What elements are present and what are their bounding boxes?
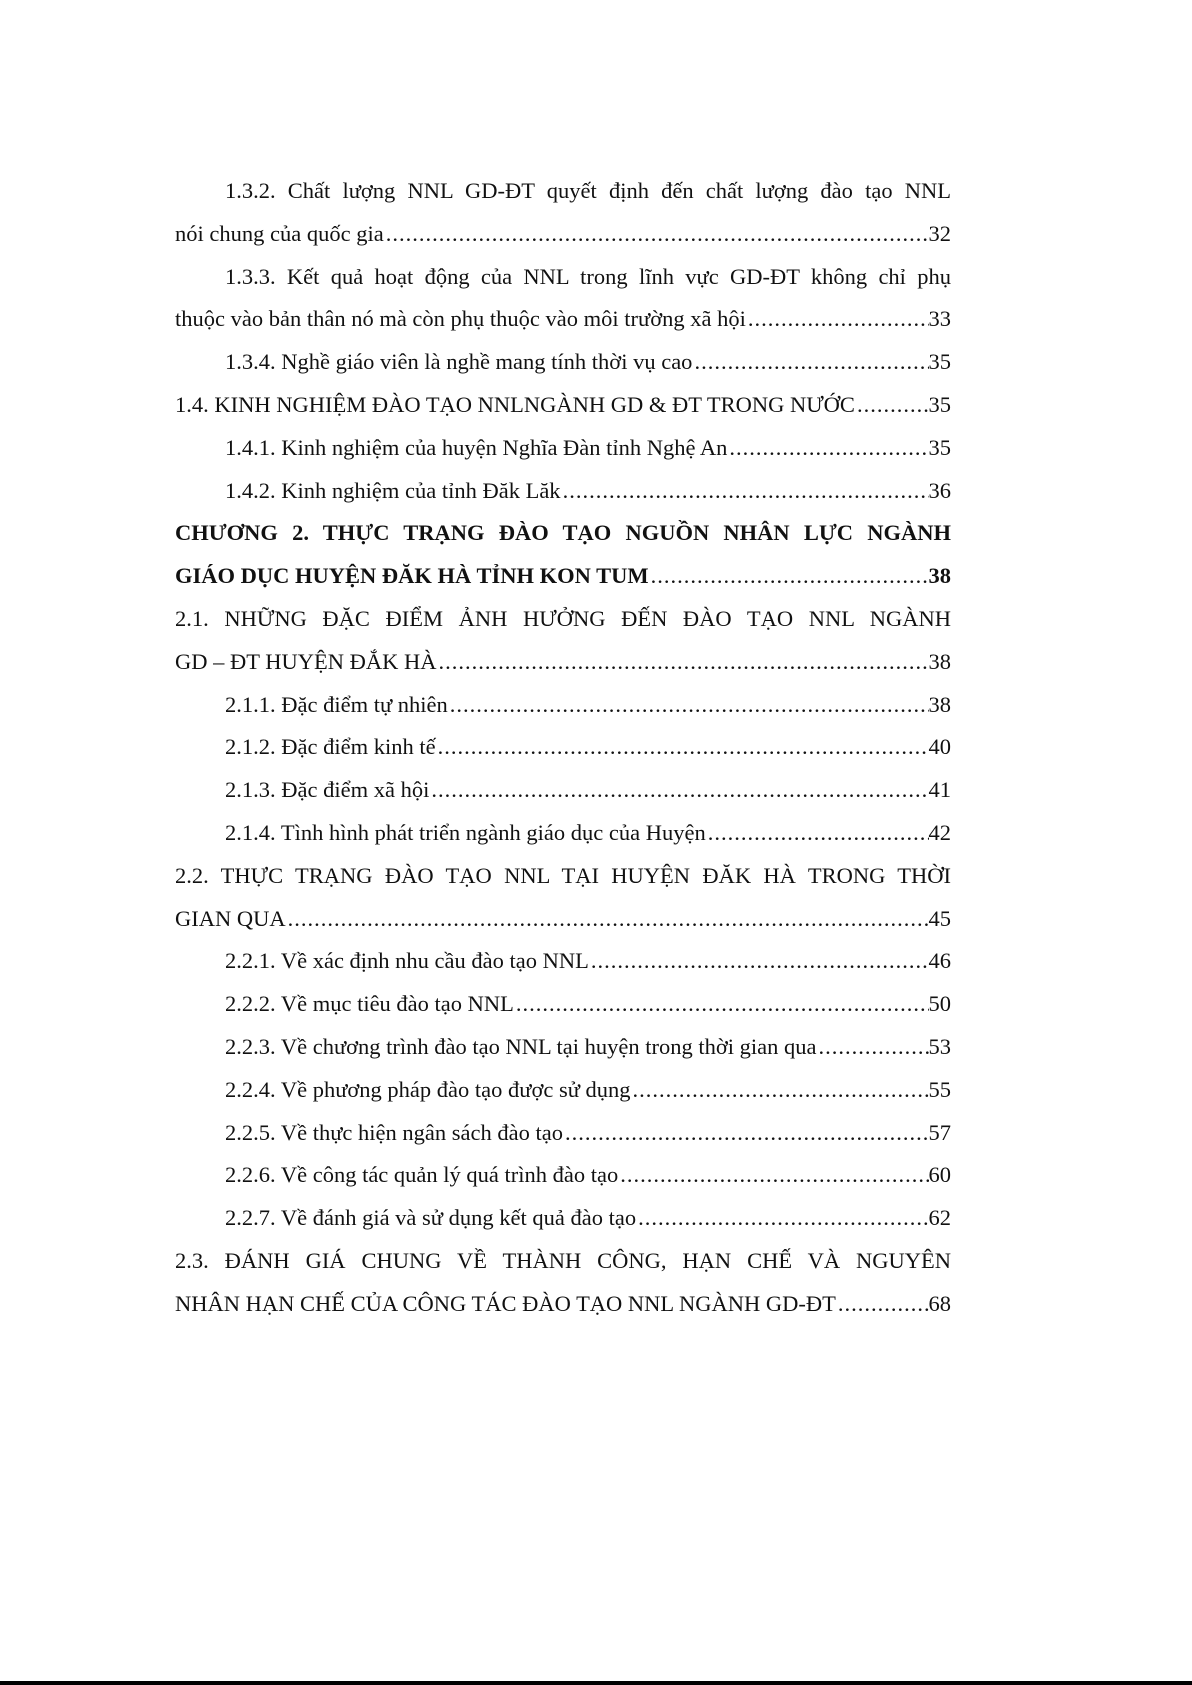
toc-entry-1-3-4[interactable] [175,341,951,384]
toc-entry-2-1-3[interactable] [175,769,951,812]
toc-page-number: 33 [928,306,951,332]
toc-page-number: 55 [928,1076,951,1102]
toc-entry-2-1-4[interactable] [175,812,951,855]
toc-entry-2-3-line2[interactable] [175,1283,951,1326]
toc-leader-dots [836,1283,929,1326]
toc-entry-2-2-5[interactable] [175,1112,951,1155]
toc-page-number: 50 [928,991,951,1017]
toc-entry-label: 2.2.7. Về đánh giá và sử dụng kết quả đào tạo [225,1205,637,1231]
toc-entry-label: 2.2.3. Về chương trình đào tạo NNL tại huyện trong thời gian qua [225,1033,817,1059]
toc-page-number: 38 [928,648,951,674]
toc-entry-2-2-3[interactable] [175,1026,951,1069]
toc-entry-label: GIÁO DỤC HUYỆN ĐĂK HÀ TỈNH KON TUM [175,563,649,589]
toc-page-number: 41 [928,777,951,803]
toc-leader-dots [649,555,929,598]
toc-entry-2-2-line2[interactable] [175,898,951,941]
toc-entry-label: 2.2.5. Về thực hiện ngân sách đào tạo [225,1119,563,1145]
toc-page-number: 35 [928,391,951,417]
toc-leader-dots [448,684,929,727]
toc-entry-1-3-3-line2[interactable] [175,298,951,341]
toc-entry-label: NHÂN HẠN CHẾ CỦA CÔNG TÁC ĐÀO TẠO NNL NGÀNH GD-ĐT [175,1290,836,1316]
toc-chapter-2-line2[interactable] [175,555,951,598]
toc-entry-label: 1.4. KINH NGHIỆM ĐÀO TẠO NNLNGÀNH GD & ĐT TRONG NƯỚC [175,391,855,417]
toc-entry-2-2-4[interactable] [175,1069,951,1112]
toc-page-number: 68 [928,1290,951,1316]
toc-entry-label: nói chung của quốc gia [175,220,384,246]
toc-entry-label: 1.3.4. Nghề giáo viên là nghề mang tính thời vụ cao [225,349,693,375]
toc-entry-label: 2.1.3. Đặc điểm xã hội [225,777,430,803]
toc-leader-dots [636,1197,928,1240]
toc-entry-label: 2.2.6. Về công tác quản lý quá trình đào tạo [225,1162,619,1188]
toc-page-number: 35 [928,434,951,460]
toc-page-number: 53 [928,1033,951,1059]
toc-page-number: 45 [928,905,951,931]
toc-entry-2-1-line1: 2.1. NHỮNG ĐẶC ĐIỂM ẢNH HƯỞNG ĐẾN ĐÀO TẠO NNL NGÀNH [175,605,951,631]
toc-page-number: 42 [928,819,951,845]
toc-page-number: 32 [928,220,951,246]
toc-entry-label: 2.1.4. Tình hình phát triển ngành giáo dục của Huyện [225,819,706,845]
toc-leader-dots [384,213,929,256]
toc-page-number: 38 [928,691,951,717]
toc-entry-label: 2.2.1. Về xác định nhu cầu đào tạo NNL [225,948,589,974]
toc-leader-dots [692,341,928,384]
toc-entry-label: 2.2.2. Về mục tiêu đào tạo NNL [225,991,514,1017]
toc-entry-2-1-line2[interactable] [175,641,951,684]
toc-entry-1-3-2-line2[interactable] [175,213,951,256]
page-bottom-edge [0,1681,1192,1685]
toc-leader-dots [618,1154,928,1197]
toc-entry-label: 2.2.4. Về phương pháp đào tạo được sử dụng [225,1076,631,1102]
toc-entry-label: thuộc vào bản thân nó mà còn phụ thuộc vào môi trường xã hội [175,306,746,332]
toc-leader-dots [817,1026,929,1069]
toc-leader-dots [563,1112,929,1155]
toc-leader-dots [561,470,929,513]
toc-entry-2-2-7[interactable] [175,1197,951,1240]
toc-page-number: 57 [928,1119,951,1145]
toc-entry-label: 2.1.2. Đặc điểm kinh tế [225,734,436,760]
toc-leader-dots [436,726,929,769]
toc-leader-dots [631,1069,929,1112]
toc-entry-label: 1.4.1. Kinh nghiệm của huyện Nghĩa Đàn tỉnh Nghệ An [225,434,728,460]
toc-leader-dots [429,769,928,812]
toc-entry-label: GD – ĐT HUYỆN ĐẮK HÀ [175,648,437,674]
toc-entry-2-3-line1: 2.3. ĐÁNH GIÁ CHUNG VỀ THÀNH CÔNG, HẠN CHẾ VÀ NGUYÊN [175,1247,951,1273]
toc-page-number: 35 [928,349,951,375]
toc-page-number: 40 [928,734,951,760]
toc-leader-dots [855,384,929,427]
toc-entry-2-2-line1: 2.2. THỰC TRẠNG ĐÀO TẠO NNL TẠI HUYỆN ĐĂK HÀ TRONG THỜI [175,862,951,888]
toc-page-number: 60 [928,1162,951,1188]
toc-leader-dots [706,812,929,855]
toc-entry-2-2-1[interactable] [175,940,951,983]
toc-leader-dots [286,898,929,941]
toc-leader-dots [746,298,929,341]
toc-entry-2-1-1[interactable] [175,684,951,727]
toc-leader-dots [436,641,928,684]
toc-chapter-2-line1: CHƯƠNG 2. THỰC TRẠNG ĐÀO TẠO NGUỒN NHÂN LỰC NGÀNH [175,520,951,546]
toc-page-number: 36 [928,477,951,503]
toc-entry-2-1-2[interactable] [175,726,951,769]
toc-page-number: 46 [928,948,951,974]
toc-entry-1-3-3-line1: 1.3.3. Kết quả hoạt động của NNL trong lĩnh vực GD-ĐT không chỉ phụ [225,263,951,289]
table-of-contents [175,170,951,1326]
toc-entry-label: 1.4.2. Kinh nghiệm của tỉnh Đăk Lăk [225,477,561,503]
toc-page-number: 38 [928,563,951,589]
toc-entry-label: GIAN QUA [175,905,286,931]
toc-page-number: 62 [928,1205,951,1231]
toc-entry-label: 2.1.1. Đặc điểm tự nhiên [225,691,448,717]
toc-leader-dots [727,427,928,470]
toc-entry-1-4[interactable] [175,384,951,427]
toc-entry-2-2-2[interactable] [175,983,951,1026]
toc-entry-1-3-2-line1: 1.3.2. Chất lượng NNL GD-ĐT quyết định đến chất lượng đào tạo NNL [225,178,951,203]
toc-entry-2-2-6[interactable] [175,1154,951,1197]
toc-leader-dots [589,940,929,983]
toc-entry-1-4-1[interactable] [175,427,951,470]
toc-entry-1-4-2[interactable] [175,470,951,513]
toc-leader-dots [514,983,929,1026]
